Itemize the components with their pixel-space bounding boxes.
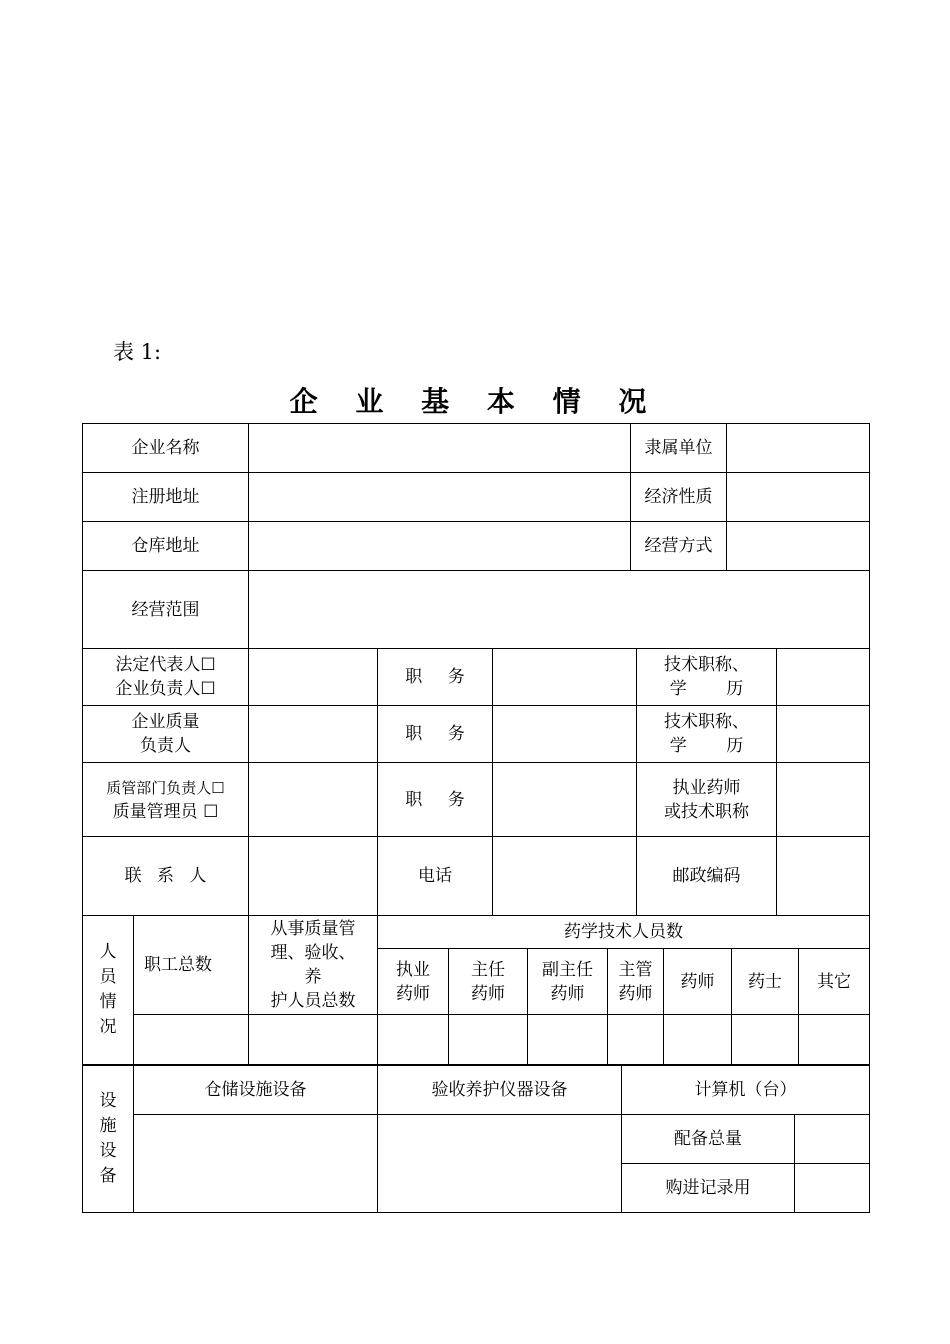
qc-dept-label (83, 763, 249, 837)
cat-label-l1: 主任 (471, 959, 505, 980)
postcode-field[interactable] (777, 837, 870, 916)
computer-total-label: 配备总量 (622, 1115, 795, 1164)
cat-field[interactable] (608, 1015, 664, 1065)
persons-table (82, 648, 870, 916)
cat-label-l2: 药师 (471, 983, 505, 1004)
pharma-staff-header: 药学技术人员数 (378, 916, 870, 949)
company-name-field[interactable] (249, 424, 631, 473)
qc-staff-line4: 护人员总数 (270, 991, 356, 1011)
position-label: 职 务 (378, 649, 493, 706)
legal-rep-label (83, 649, 249, 706)
tech-title-field[interactable] (777, 706, 870, 763)
qc-dept-line1: 质管部门负责人☐ (106, 778, 225, 797)
cat-label-l1: 主管 (618, 959, 653, 980)
position-label: 职 务 (378, 763, 493, 837)
staff-section-text: 人员情况 (99, 942, 117, 1037)
tech-title-label (637, 649, 777, 706)
qc-staff-field[interactable] (249, 1015, 378, 1065)
cat-field[interactable] (664, 1015, 732, 1065)
business-mode-field[interactable] (727, 522, 870, 571)
cat-label-l2: 药师 (550, 983, 585, 1004)
total-staff-label: 职工总数 (134, 916, 249, 1015)
affiliation-label: 隶属单位 (631, 424, 727, 473)
cat-field[interactable] (378, 1015, 449, 1065)
business-scope-label: 经营范围 (83, 571, 249, 649)
total-staff-field[interactable] (134, 1015, 249, 1065)
table-label: 表 1: (113, 340, 162, 364)
company-name-label: 企业名称 (83, 424, 249, 473)
phone-label: 电话 (378, 837, 493, 916)
quality-head-field[interactable] (249, 706, 378, 763)
phone-field[interactable] (493, 837, 637, 916)
registered-address-field[interactable] (249, 473, 631, 522)
cat-field[interactable] (732, 1015, 799, 1065)
cat-other: 其它 (799, 949, 870, 1015)
contact-field[interactable] (249, 837, 378, 916)
tech-title-line2: 学 历 (669, 736, 744, 756)
economic-nature-field[interactable] (727, 473, 870, 522)
company-info-table (82, 423, 870, 649)
cat-label-l2: 药师 (618, 983, 653, 1004)
postcode-label: 邮政编码 (637, 837, 777, 916)
cat-pharmacist: 药师 (664, 949, 732, 1015)
warehouse-address-field[interactable] (249, 522, 631, 571)
cat-field[interactable] (528, 1015, 608, 1065)
qc-staff-label (249, 916, 378, 1015)
cat-assistant-pharmacist: 药士 (732, 949, 799, 1015)
pharmacist-field[interactable] (777, 763, 870, 837)
pharmacist-label (637, 763, 777, 837)
staff-table (82, 915, 870, 1065)
affiliation-field[interactable] (727, 424, 870, 473)
page-title: 企 业 基 本 情 况 (289, 385, 661, 418)
position-field[interactable] (493, 706, 637, 763)
staff-section-label (83, 916, 134, 1065)
quality-head-label (83, 706, 249, 763)
tech-title-label (637, 706, 777, 763)
computer-purchase-field[interactable] (795, 1164, 870, 1213)
legal-rep-field[interactable] (249, 649, 378, 706)
qc-staff-line3: 养 (304, 967, 322, 987)
cat-chief-pharmacist (449, 949, 528, 1015)
inspection-equipment-label: 验收养护仪器设备 (378, 1066, 622, 1115)
cat-label-l2: 药师 (396, 983, 430, 1004)
qc-dept-field[interactable] (249, 763, 378, 837)
warehouse-address-label: 仓库地址 (83, 522, 249, 571)
cat-licensed-pharmacist (378, 949, 449, 1015)
cat-deputy-chief-pharmacist (528, 949, 608, 1015)
cat-label-l1: 执业 (396, 959, 430, 980)
registered-address-label: 注册地址 (83, 473, 249, 522)
facilities-section-text: 设施设备 (99, 1091, 117, 1186)
tech-title-line1: 技术职称、 (664, 655, 749, 675)
cat-label-l1: 副主任 (542, 959, 593, 980)
cat-field[interactable] (449, 1015, 528, 1065)
position-field[interactable] (493, 763, 637, 837)
quality-head-line1: 企业质量 (131, 712, 200, 732)
facilities-table (82, 1065, 870, 1213)
tech-title-line1: 技术职称、 (664, 712, 749, 732)
quality-head-line2: 负责人 (140, 736, 191, 756)
inspection-equipment-field[interactable] (378, 1115, 622, 1213)
business-mode-label: 经营方式 (631, 522, 727, 571)
tech-title-line2: 学 历 (669, 679, 744, 699)
qc-dept-line2: 质量管理员 ☐ (112, 801, 219, 822)
qc-staff-line1: 从事质量管 (270, 919, 356, 939)
legal-rep-line1: 法定代表人☐ (115, 655, 216, 675)
position-label: 职 务 (378, 706, 493, 763)
computer-total-field[interactable] (795, 1115, 870, 1164)
cat-field[interactable] (799, 1015, 870, 1065)
contact-label: 联 系 人 (83, 837, 249, 916)
pharmacist-line2: 或技术职称 (664, 801, 749, 822)
cat-supervising-pharmacist (608, 949, 664, 1015)
storage-facilities-label: 仓储设施设备 (134, 1066, 378, 1115)
storage-facilities-field[interactable] (134, 1115, 378, 1213)
pharmacist-line1: 执业药师 (672, 777, 741, 798)
facilities-section-label (83, 1066, 134, 1213)
position-field[interactable] (493, 649, 637, 706)
economic-nature-label: 经济性质 (631, 473, 727, 522)
computer-purchase-label: 购进记录用 (622, 1164, 795, 1213)
tech-title-field[interactable] (777, 649, 870, 706)
business-scope-field[interactable] (249, 571, 870, 649)
computer-label: 计算机（台） (622, 1066, 870, 1115)
legal-rep-line2: 企业负责人☐ (115, 679, 216, 699)
qc-staff-line2: 理、验收、 (270, 943, 356, 963)
